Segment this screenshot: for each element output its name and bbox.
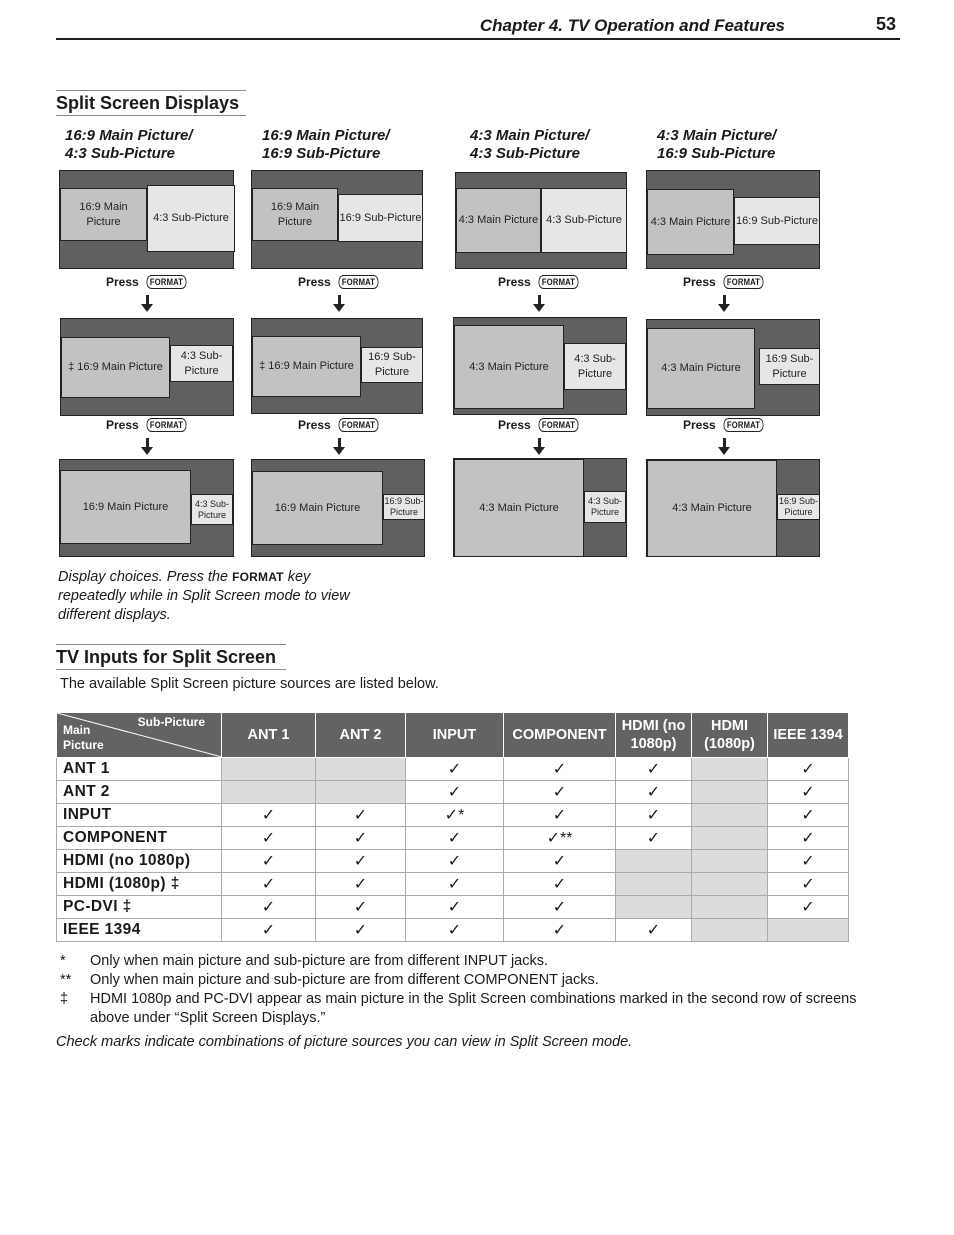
format-key: FORMAT <box>723 418 763 432</box>
table-cell: ✓ <box>504 758 616 781</box>
format-key: FORMAT <box>338 418 378 432</box>
table-row <box>57 804 849 827</box>
table-cell: ✓ <box>504 919 616 942</box>
table-cell: ✓ <box>504 896 616 919</box>
press-format-instruction: Press FORMAT <box>683 275 767 289</box>
table-cell: ✓ <box>406 850 504 873</box>
split-screen-display <box>60 318 234 416</box>
main-picture: ‡ 16:9 Main Picture <box>252 336 361 397</box>
row-label: INPUT <box>57 804 222 827</box>
display-choices-caption: Display choices. Press the FORMAT key repeatedly while in Split Screen mode to view different displays. <box>58 569 350 623</box>
column-header: HDMI (no 1080p) <box>616 713 692 758</box>
chapter-title: Chapter 4. TV Operation and Features <box>479 16 785 35</box>
format-key: FORMAT <box>538 275 578 289</box>
format-key-label: FORMAT <box>232 570 284 584</box>
column-heading: 4:3 Main Picture/ 16:9 Sub-Picture <box>657 127 777 162</box>
column-heading: 16:9 Main Picture/ 16:9 Sub-Picture <box>262 127 390 162</box>
row-label: ANT 2 <box>57 781 222 804</box>
table-corner-header <box>57 713 222 758</box>
table-row <box>57 850 849 873</box>
split-screen-display <box>455 172 627 269</box>
format-key: FORMAT <box>146 418 186 432</box>
split-screen-display <box>59 170 234 269</box>
column-header: HDMI (1080p) <box>692 713 768 758</box>
table-cell: ✓ <box>768 850 849 873</box>
column-header: ANT 1 <box>222 713 316 758</box>
table-cell: ✓ <box>616 804 692 827</box>
sub-picture: 4:3 Sub-Picture <box>191 494 233 525</box>
table-cell: ✓ <box>406 873 504 896</box>
table-cell: ✓ <box>406 781 504 804</box>
sub-picture: 4:3 Sub-Picture <box>584 491 626 523</box>
column-heading: 4:3 Main Picture/ 4:3 Sub-Picture <box>470 127 590 162</box>
main-picture: 16:9 Main Picture <box>252 471 383 545</box>
column-header: INPUT <box>406 713 504 758</box>
split-screen-display <box>251 318 423 414</box>
table-cell <box>222 758 316 781</box>
table-cell: ✓ <box>768 758 849 781</box>
sub-picture: 4:3 Sub-Picture <box>170 345 233 382</box>
main-picture: 16:9 Main Picture <box>252 188 338 241</box>
main-picture: 16:9 Main Picture <box>60 470 191 544</box>
main-picture: 4:3 Main Picture <box>454 459 584 557</box>
split-screen-display <box>646 319 820 416</box>
tv-inputs-title: TV Inputs for Split Screen <box>56 644 286 670</box>
table-cell: ✓ <box>316 873 406 896</box>
table-row <box>57 896 849 919</box>
table-cell <box>616 850 692 873</box>
table-cell: ✓ <box>768 896 849 919</box>
check-mark-explanation: Check marks indicate combinations of picture sources you can view in Split Screen mode. <box>56 1034 633 1050</box>
row-label: HDMI (no 1080p) <box>57 850 222 873</box>
press-format-instruction: Press FORMAT <box>106 418 190 432</box>
table-row <box>57 827 849 850</box>
table-cell: ✓ <box>222 873 316 896</box>
footnote: ‡ HDMI 1080p and PC-DVI appear as main picture in the Split Screen combinations marked in the second row of screens above under “Split Screen Displays.” <box>60 991 857 1026</box>
table-cell: ✓ <box>768 827 849 850</box>
table-cell: ✓ <box>222 827 316 850</box>
table-cell: ✓ <box>222 804 316 827</box>
footnote: ** Only when main picture and sub-picture are from different COMPONENT jacks. <box>60 972 599 988</box>
table-cell: ✓ <box>504 850 616 873</box>
page-header <box>56 10 900 40</box>
row-label: IEEE 1394 <box>57 919 222 942</box>
row-label: PC-DVI ‡ <box>57 896 222 919</box>
split-screen-input-table <box>56 712 849 942</box>
table-row <box>57 919 849 942</box>
table-cell <box>692 827 768 850</box>
press-format-instruction: Press FORMAT <box>298 275 382 289</box>
main-picture: 4:3 Main Picture <box>456 188 541 253</box>
split-screen-display <box>646 170 820 269</box>
sub-picture: 16:9 Sub-Picture <box>361 347 423 383</box>
table-cell: ✓ <box>406 827 504 850</box>
format-key: FORMAT <box>538 418 578 432</box>
press-format-instruction: Press FORMAT <box>683 418 767 432</box>
sub-picture: 16:9 Sub-Picture <box>338 194 423 242</box>
main-picture: 4:3 Main Picture <box>647 460 777 557</box>
page-number: 53 <box>875 14 896 34</box>
split-screen-display <box>453 317 627 415</box>
table-cell <box>692 804 768 827</box>
main-picture: 4:3 Main Picture <box>647 328 755 409</box>
sub-picture: 4:3 Sub-Picture <box>564 343 626 390</box>
main-picture-axis-label: Main Picture <box>63 723 104 752</box>
sub-picture: 16:9 Sub-Picture <box>734 197 820 245</box>
row-label: COMPONENT <box>57 827 222 850</box>
table-cell: ✓ <box>222 896 316 919</box>
table-cell <box>316 781 406 804</box>
main-picture: 4:3 Main Picture <box>454 325 564 409</box>
table-cell: ✓ <box>222 850 316 873</box>
column-header: ANT 2 <box>316 713 406 758</box>
table-cell <box>616 896 692 919</box>
table-cell: ✓ <box>406 758 504 781</box>
table-cell <box>692 896 768 919</box>
column-header: COMPONENT <box>504 713 616 758</box>
table-cell: ✓ <box>768 873 849 896</box>
table-cell: ✓ <box>222 919 316 942</box>
table-cell: ✓ <box>406 919 504 942</box>
table-cell: ✓** <box>504 827 616 850</box>
format-key: FORMAT <box>146 275 186 289</box>
table-cell: ✓ <box>768 781 849 804</box>
table-cell: ✓ <box>616 758 692 781</box>
sub-picture: 4:3 Sub-Picture <box>541 188 627 253</box>
row-label: HDMI (1080p) ‡ <box>57 873 222 896</box>
table-cell: ✓ <box>616 781 692 804</box>
table-cell: ✓ <box>316 827 406 850</box>
split-screen-display <box>251 459 425 557</box>
table-cell <box>692 873 768 896</box>
split-screen-display <box>646 459 820 557</box>
tv-inputs-intro: The available Split Screen picture sources are listed below. <box>60 676 439 692</box>
table-cell: ✓ <box>316 919 406 942</box>
table-row <box>57 758 849 781</box>
table-cell: ✓ <box>768 804 849 827</box>
table-cell: ✓ <box>316 804 406 827</box>
table-cell <box>692 781 768 804</box>
main-picture: 16:9 Main Picture <box>60 188 147 241</box>
split-screen-display <box>251 170 423 269</box>
press-format-instruction: Press FORMAT <box>498 418 582 432</box>
format-key: FORMAT <box>338 275 378 289</box>
press-format-instruction: Press FORMAT <box>498 275 582 289</box>
table-cell: ✓ <box>504 873 616 896</box>
table-row <box>57 781 849 804</box>
footnote: * Only when main picture and sub-picture are from different INPUT jacks. <box>60 953 549 969</box>
table-cell: ✓ <box>316 896 406 919</box>
main-picture: 4:3 Main Picture <box>647 189 734 255</box>
table-cell <box>616 873 692 896</box>
column-heading: 16:9 Main Picture/ 4:3 Sub-Picture <box>65 127 193 162</box>
sub-picture: 16:9 Sub-Picture <box>383 494 425 520</box>
table-cell: ✓ <box>504 804 616 827</box>
table-cell <box>222 781 316 804</box>
format-key: FORMAT <box>723 275 763 289</box>
table-cell <box>316 758 406 781</box>
split-screen-display <box>59 459 234 557</box>
sub-picture: 4:3 Sub-Picture <box>147 185 235 252</box>
split-screen-display <box>453 458 627 557</box>
table-cell: ✓ <box>616 919 692 942</box>
table-cell <box>692 758 768 781</box>
table-cell <box>692 850 768 873</box>
row-label: ANT 1 <box>57 758 222 781</box>
split-screen-title: Split Screen Displays <box>56 90 246 116</box>
table-cell: ✓ <box>616 827 692 850</box>
column-header: IEEE 1394 <box>768 713 849 758</box>
table-cell: ✓ <box>406 896 504 919</box>
table-cell: ✓ <box>504 781 616 804</box>
press-format-instruction: Press FORMAT <box>298 418 382 432</box>
sub-picture-axis-label: Sub-Picture <box>137 715 205 729</box>
sub-picture: 16:9 Sub-Picture <box>759 348 820 385</box>
sub-picture: 16:9 Sub-Picture <box>777 494 820 520</box>
table-cell <box>768 919 849 942</box>
table-row <box>57 873 849 896</box>
table-cell: ✓ <box>316 850 406 873</box>
main-picture: ‡ 16:9 Main Picture <box>61 337 170 398</box>
press-format-instruction: Press FORMAT <box>106 275 190 289</box>
table-cell <box>692 919 768 942</box>
table-footnotes <box>60 952 860 1028</box>
table-cell: ✓* <box>406 804 504 827</box>
